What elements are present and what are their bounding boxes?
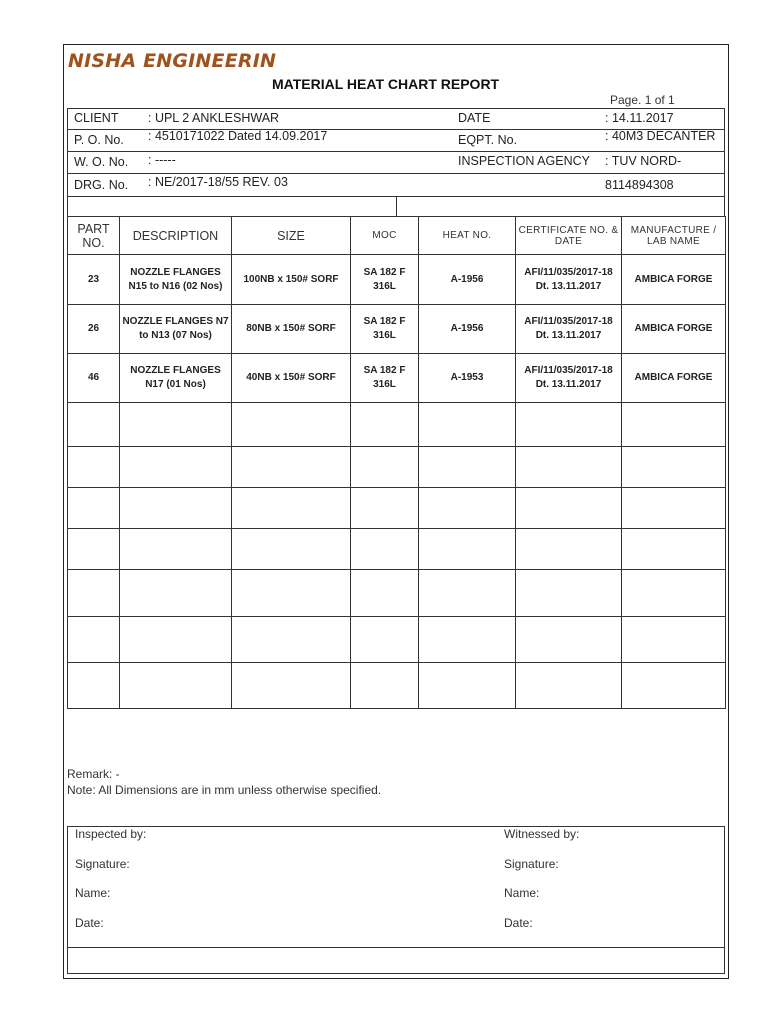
table-body (68, 255, 726, 709)
empty-cell (516, 617, 622, 663)
cell-part-no: 23 (68, 255, 120, 305)
cell-manufacture: AMBICA FORGE (622, 305, 726, 354)
empty-cell (516, 529, 622, 570)
empty-table-row (68, 488, 726, 529)
empty-cell (419, 617, 516, 663)
inspector-date-label: Date: (75, 916, 104, 930)
empty-cell (419, 403, 516, 447)
empty-table-row (68, 617, 726, 663)
signoff-box (67, 826, 725, 974)
cell-heat-no: A-1956 (419, 305, 516, 354)
empty-cell (351, 488, 419, 529)
cell-size: 80NB x 150# SORF (232, 305, 351, 354)
cell-manufacture: AMBICA FORGE (622, 255, 726, 305)
col-certificate: CERTIFICATE NO. & DATE (516, 217, 622, 255)
wo-value: : ----- (148, 153, 176, 167)
cell-heat-no: A-1956 (419, 255, 516, 305)
cell-description: NOZZLE FLANGES N7 to N13 (07 Nos) (120, 305, 232, 354)
cell-description: NOZZLE FLANGES N17 (01 Nos) (120, 354, 232, 403)
col-part-no: PART NO. (68, 217, 120, 255)
wo-label: W. O. No. (74, 155, 129, 169)
cell-moc: SA 182 F 316L (351, 255, 419, 305)
cell-certificate: AFI/11/035/2017-18 Dt. 13.11.2017 (516, 354, 622, 403)
spacer-row (67, 197, 725, 217)
empty-cell (351, 570, 419, 617)
table-row (68, 354, 726, 403)
signoff-divider (68, 947, 724, 948)
empty-cell (622, 663, 726, 709)
empty-cell (516, 403, 622, 447)
drg-value: : NE/2017-18/55 REV. 03 (148, 175, 288, 189)
inspector-signature-label: Signature: (75, 857, 130, 871)
header-row-wo (67, 151, 725, 173)
empty-cell (351, 663, 419, 709)
empty-cell (232, 403, 351, 447)
cell-part-no: 26 (68, 305, 120, 354)
header-row-drg (67, 173, 725, 197)
empty-cell (232, 617, 351, 663)
cell-moc: SA 182 F 316L (351, 354, 419, 403)
empty-cell (419, 570, 516, 617)
cell-description: NOZZLE FLANGES N15 to N16 (02 Nos) (120, 255, 232, 305)
date-label: DATE (458, 111, 491, 125)
empty-cell (622, 570, 726, 617)
empty-cell (232, 570, 351, 617)
note: Note: All Dimensions are in mm unless otherwise specified. (67, 783, 382, 797)
empty-cell (68, 488, 120, 529)
empty-cell (120, 570, 232, 617)
spacer-divider (396, 197, 397, 217)
heat-chart-table (67, 216, 726, 709)
empty-cell (232, 663, 351, 709)
empty-cell (622, 529, 726, 570)
empty-table-row (68, 663, 726, 709)
col-moc: MOC (351, 217, 419, 255)
table-header-row (68, 217, 726, 255)
empty-cell (622, 617, 726, 663)
empty-cell (232, 447, 351, 488)
empty-cell (68, 447, 120, 488)
witness-name-label: Name: (504, 886, 540, 900)
cell-heat-no: A-1953 (419, 354, 516, 403)
empty-cell (120, 617, 232, 663)
empty-table-row (68, 447, 726, 488)
empty-cell (351, 617, 419, 663)
report-title: MATERIAL HEAT CHART REPORT (272, 76, 500, 92)
empty-cell (419, 529, 516, 570)
witness-date-label: Date: (504, 916, 533, 930)
cell-part-no: 46 (68, 354, 120, 403)
empty-cell (68, 570, 120, 617)
witness-signature-label: Signature: (504, 857, 559, 871)
eqpt-value: : 40M3 DECANTER (605, 129, 716, 143)
inspected-by-label: Inspected by: (75, 827, 147, 841)
cell-certificate: AFI/11/035/2017-18 Dt. 13.11.2017 (516, 255, 622, 305)
empty-cell (516, 570, 622, 617)
empty-cell (232, 488, 351, 529)
cell-manufacture: AMBICA FORGE (622, 354, 726, 403)
po-value: : 4510171022 Dated 14.09.2017 (148, 129, 328, 143)
agency-ref: 8114894308 (605, 178, 674, 192)
empty-cell (351, 529, 419, 570)
empty-cell (622, 403, 726, 447)
empty-cell (516, 447, 622, 488)
empty-table-row (68, 570, 726, 617)
empty-table-row (68, 529, 726, 570)
remark: Remark: - (67, 767, 120, 781)
empty-cell (120, 663, 232, 709)
cell-moc: SA 182 F 316L (351, 305, 419, 354)
po-label: P. O. No. (74, 133, 124, 147)
witnessed-by-label: Witnessed by: (504, 827, 580, 841)
col-manufacture: MANUFACTURE / LAB NAME (622, 217, 726, 255)
empty-cell (120, 447, 232, 488)
empty-cell (68, 663, 120, 709)
empty-cell (68, 529, 120, 570)
agency-value: : TUV NORD- (605, 154, 682, 168)
page-number: Page. 1 of 1 (610, 93, 675, 107)
empty-cell (120, 488, 232, 529)
empty-table-row (68, 403, 726, 447)
client-value: : UPL 2 ANKLESHWAR (148, 111, 280, 125)
empty-cell (419, 663, 516, 709)
empty-cell (622, 488, 726, 529)
header-row-po (67, 129, 725, 151)
empty-cell (351, 403, 419, 447)
cell-size: 40NB x 150# SORF (232, 354, 351, 403)
agency-label: INSPECTION AGENCY (458, 154, 590, 168)
table-row (68, 305, 726, 354)
empty-cell (120, 403, 232, 447)
empty-cell (68, 403, 120, 447)
empty-cell (68, 617, 120, 663)
empty-cell (516, 663, 622, 709)
empty-cell (419, 447, 516, 488)
company-name: NISHA ENGINEERIN (68, 50, 277, 72)
empty-cell (351, 447, 419, 488)
cell-size: 100NB x 150# SORF (232, 255, 351, 305)
empty-cell (419, 488, 516, 529)
drg-label: DRG. No. (74, 178, 129, 192)
inspector-name-label: Name: (75, 886, 111, 900)
eqpt-label: EQPT. No. (458, 133, 518, 147)
empty-cell (622, 447, 726, 488)
client-label: CLIENT (74, 111, 119, 125)
col-description: DESCRIPTION (120, 217, 232, 255)
header-row-client (67, 108, 725, 129)
col-heat-no: HEAT NO. (419, 217, 516, 255)
date-value: : 14.11.2017 (605, 111, 674, 125)
empty-cell (120, 529, 232, 570)
col-size: SIZE (232, 217, 351, 255)
cell-certificate: AFI/11/035/2017-18 Dt. 13.11.2017 (516, 305, 622, 354)
empty-cell (232, 529, 351, 570)
empty-cell (516, 488, 622, 529)
table-row (68, 255, 726, 305)
